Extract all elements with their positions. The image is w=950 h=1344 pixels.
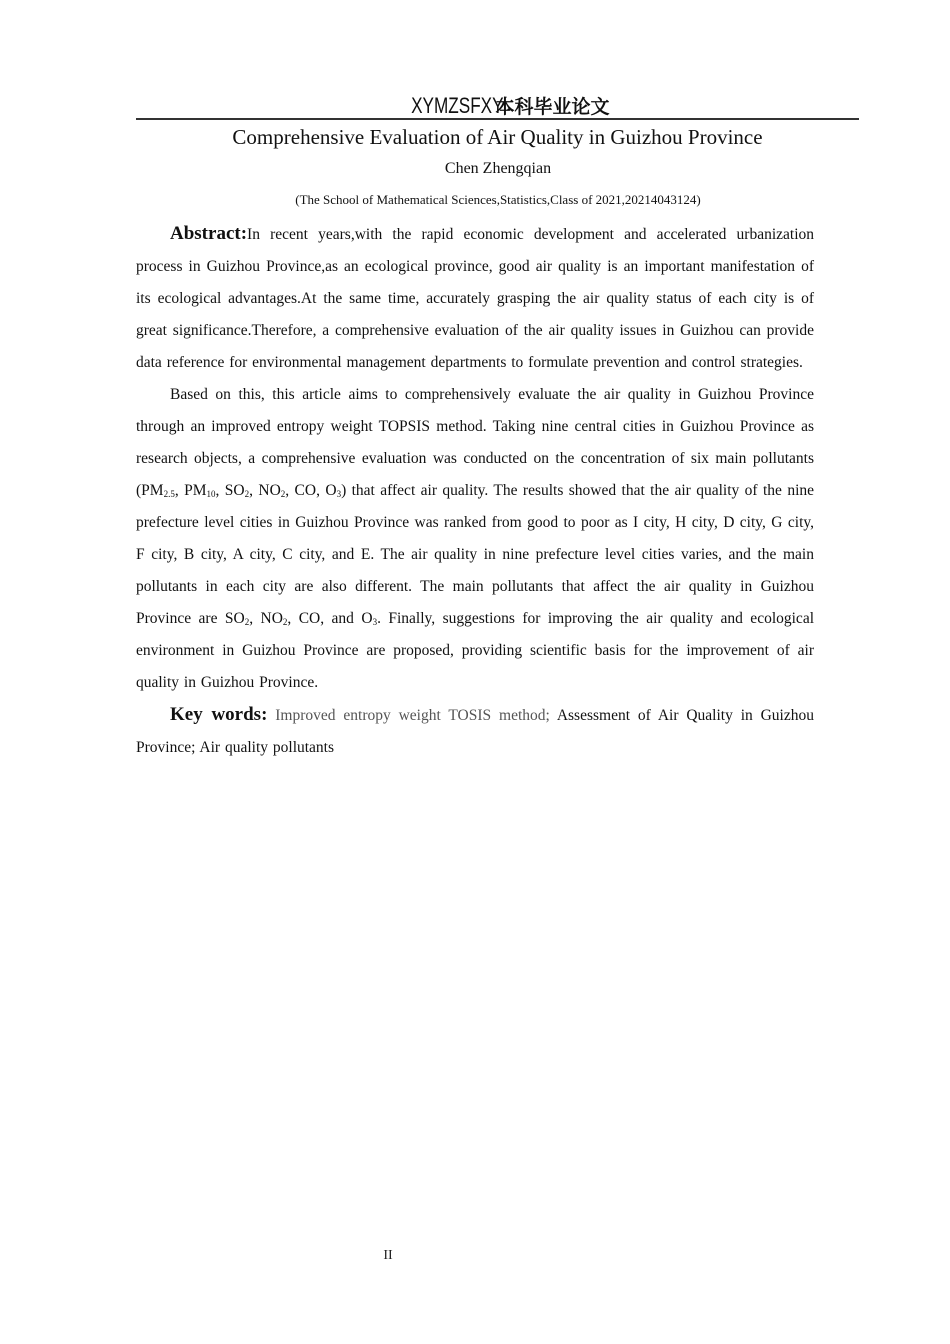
subscript: 2 [244, 617, 250, 627]
text-run: , SO [215, 482, 245, 499]
author: Chen Zhengqian [444, 160, 552, 177]
subscript: 2 [244, 489, 250, 499]
text-run: . Finally, suggestions for improving the air quality and ecological environment in Guizhou Province are proposed, providing scientific basis for the improvement of air quality in Guizhou Province. [136, 610, 814, 691]
text-run: ) that affect air quality. The results showed that the air quality of the nine prefecture level cities in Guizhou Province was ranked from good to poor as I city, H city, D city, G city, F city, B city, A city, C city, and E. The air quality in nine prefecture level cities varies, and the main pollutants in each city are also different. The main pollutants that affect the air quality in Guizhou Province are SO [136, 482, 815, 627]
keywords-paragraph [136, 699, 814, 764]
abstract-text-1: In recent years,with the rapid economic development and accelerated urbanization process in Guizhou Province,as an ecological province, good air quality is an important manifestation of its ecological advantages.At the same time, accurately grasping the air quality status of each city is of great significance.Therefore, a comprehensive evaluation of the air quality issues in Guizhou can provide data reference for environmental management departments to formulate prevention and control strategies. [136, 226, 814, 371]
keyword-1: Improved entropy weight TOSIS method; [267, 707, 550, 724]
header-latin: XYMZSFXY [411, 93, 505, 118]
subscript: 2.5 [163, 489, 175, 499]
keywords-label: Key words: [170, 704, 268, 725]
subscript: 2 [282, 617, 288, 627]
abstract-label: Abstract: [170, 223, 248, 244]
text-run: , CO, O [285, 482, 337, 499]
text-run: , PM [174, 482, 207, 499]
abstract-paragraph-1 [136, 218, 814, 379]
subscript: 3 [372, 617, 378, 627]
header-cjk: 本科毕业论文 [495, 96, 610, 118]
text-run: , NO [249, 610, 283, 627]
keyword-2: Assessment of Air Quality in Guizhou Province; Air quality pollutants [136, 707, 814, 756]
text-run: , CO, and O [287, 610, 373, 627]
affiliation: (The School of Mathematical Sciences,Statistics,Class of 2021,20214043124) [295, 192, 701, 207]
subscript: 3 [336, 489, 342, 499]
running-header [136, 93, 859, 120]
subscript: 2 [280, 489, 286, 499]
paper-title: Comprehensive Evaluation of Air Quality in Guizhou Province [232, 125, 763, 149]
page-number: II [383, 1248, 393, 1263]
abstract-body [136, 218, 814, 764]
text-run: , NO [249, 482, 281, 499]
text-run: PM [141, 482, 164, 499]
abstract-paragraph-2 [136, 379, 814, 699]
text-run: Based on this, this article aims to comprehensively evaluate the air quality in Guizhou Province through an improved entropy weight TOPSIS method. Taking nine central cities in Guizhou Province as research objects, a comprehensive evaluation was conducted on the concentration of six main pollutants ( [136, 386, 814, 499]
subscript: 10 [206, 489, 216, 499]
header-rule [136, 118, 859, 120]
